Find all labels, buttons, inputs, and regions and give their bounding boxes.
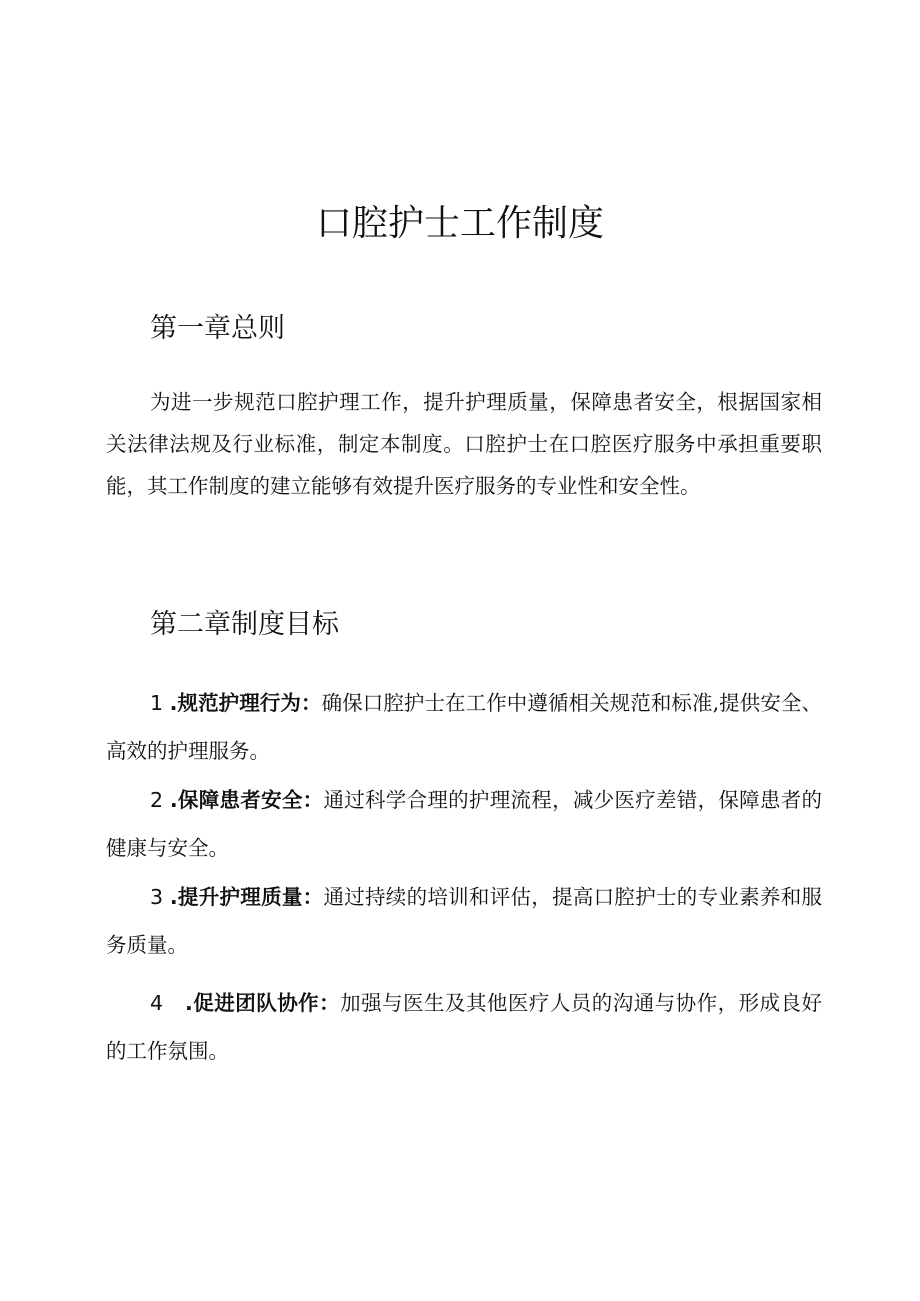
chapter-1-paragraph: 为进一步规范口腔护理工作，提升护理质量，保障患者安全，根据国家相关法律法规及行业标准，制定本制度。口腔护士在口腔医疗服务中承担重要职能，其工作制度的建立能够有效提升医疗服务的专业性和安全性。 [106,390,822,498]
chapter-2-heading: 第二章制度目标 [150,609,339,641]
goal-number: 4 [150,991,164,1015]
document-title: 口腔护士工作制度 [315,203,604,245]
goal-item [106,873,822,969]
goal-number: 2 [150,788,164,812]
goal-text: 通过科学合理的护理流程，减少医疗差错，保障患者的健康与安全。 [106,788,822,860]
goal-text: 确保口腔护士在工作中遵循相关规范和标准,提供安全、高效的护理服务。 [106,691,822,763]
goal-title: .提升护理质量： [169,885,324,909]
goal-item [106,979,822,1075]
goal-text: 加强与医生及其他医疗人员的沟通与协作，形成良好的工作氛围。 [106,991,822,1063]
goal-item [106,776,822,872]
goal-number: 1 [150,691,164,715]
goal-title: .保障患者安全： [169,788,324,812]
chapter-1-heading: 第一章总则 [150,313,285,345]
goal-item [106,679,822,775]
goal-text: 通过持续的培训和评估，提高口腔护士的专业素养和服务质量。 [106,885,822,957]
goal-number: 3 [150,885,164,909]
goal-title: .规范护理行为： [169,691,322,715]
goal-title: .促进团队协作： [185,991,341,1015]
